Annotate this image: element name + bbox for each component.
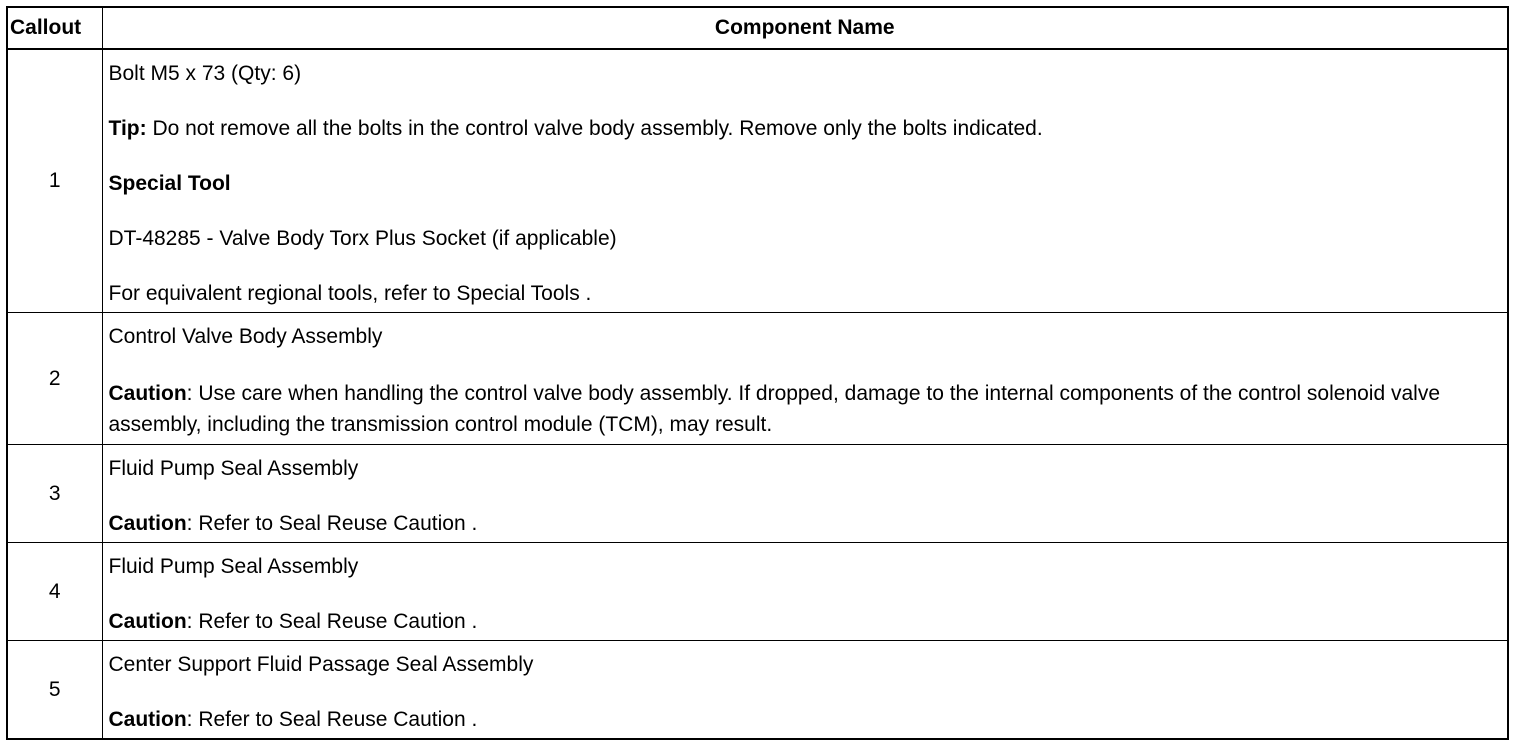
component-name: Center Support Fluid Passage Seal Assembly [108, 653, 534, 676]
callout-cell: 5 [7, 641, 102, 740]
component-cell [102, 313, 1508, 445]
component-cell [102, 445, 1508, 543]
tip-label: Tip: [108, 117, 147, 140]
callout-cell: 1 [7, 49, 102, 313]
component-cell [102, 49, 1508, 313]
callout-cell: 2 [7, 313, 102, 445]
component-name: Fluid Pump Seal Assembly [108, 555, 359, 578]
caution-label: Caution [108, 512, 187, 535]
caution-label: Caution [108, 610, 187, 633]
caution-note [109, 608, 1502, 636]
caution-text: : Refer to Seal Reuse Caution . [186, 512, 478, 535]
caution-label: Caution [108, 708, 187, 731]
caution-note [109, 706, 1502, 734]
caution-note [109, 378, 1502, 440]
caution-label: Caution [108, 382, 187, 405]
callout-cell: 4 [7, 543, 102, 641]
tip-note [109, 115, 1502, 143]
header-component-name: Component Name [102, 7, 1508, 49]
table-row [7, 543, 1508, 641]
caution-text: : Refer to Seal Reuse Caution . [186, 708, 478, 731]
table-header-row [7, 7, 1508, 49]
component-name: Bolt M5 x 73 (Qty: 6) [108, 62, 302, 85]
component-cell [102, 641, 1508, 740]
component-cell [102, 543, 1508, 641]
caution-note [109, 510, 1502, 538]
table-row [7, 445, 1508, 543]
component-table-container [6, 6, 1507, 740]
component-name: Control Valve Body Assembly [108, 325, 383, 348]
component-name: Fluid Pump Seal Assembly [108, 457, 359, 480]
special-tool-heading: Special Tool [108, 172, 231, 195]
table-row [7, 641, 1508, 740]
component-table [6, 6, 1509, 740]
callout-cell: 3 [7, 445, 102, 543]
caution-text: : Refer to Seal Reuse Caution . [186, 610, 478, 633]
table-row [7, 49, 1508, 313]
caution-text: : Use care when handling the control valve body assembly. If dropped, damage to the internal components of the control solenoid valve assembly, including the transmission control module (TCM), may result. [108, 382, 1441, 436]
special-tool-item: DT-48285 - Valve Body Torx Plus Socket (if applicable) [108, 227, 617, 250]
tip-text: Do not remove all the bolts in the control valve body assembly. Remove only the bolts indicated. [152, 117, 1043, 140]
header-callout: Callout [7, 7, 102, 49]
table-row [7, 313, 1508, 445]
regional-tools-note: For equivalent regional tools, refer to Special Tools . [108, 282, 592, 305]
